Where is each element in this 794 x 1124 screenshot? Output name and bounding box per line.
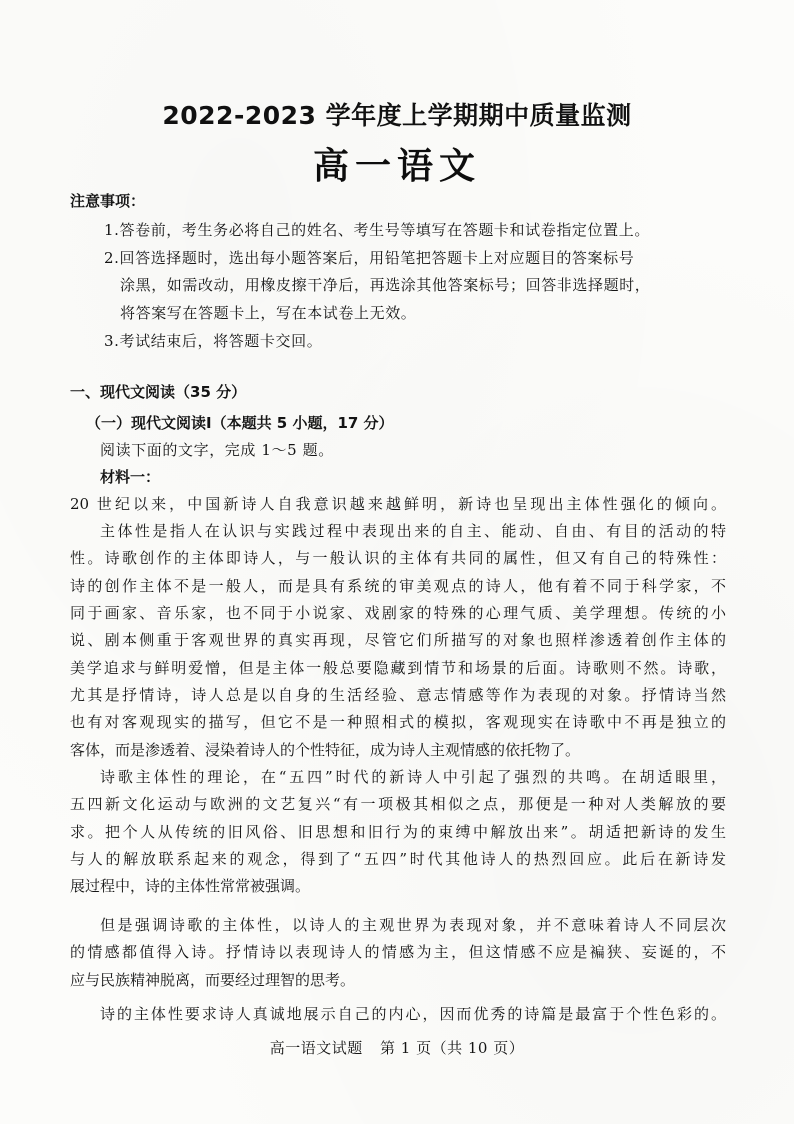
body-line: 也有对客观现实的描写，但它不是一种照相式的模拟，客观现实在诗歌中不再是独立的 <box>70 713 726 731</box>
body-line: 美学追求与鲜明爱憎，但是主体一般总要隐藏到情节和场景的后面。诗歌则不然。诗歌， <box>70 659 726 677</box>
body-line: 但是强调诗歌的主体性，以诗人的主观世界为表现对象，并不意味着诗人不同层次 <box>100 916 726 934</box>
notice-item-2-cont-1: 涂黑，如需改动，用橡皮擦干净后，再选涂其他答案标号；回答非选择题时， <box>120 276 651 294</box>
body-line: 说、剧本侧重于客观世界的真实再现，尽管它们所描写的对象也照样渗透着创作主体的 <box>70 631 726 649</box>
body-line: 应与民族精神脱离，而要经过理智的思考。 <box>70 971 356 989</box>
exam-title: 2022-2023 学年度上学期期中质量监测 <box>162 101 632 130</box>
body-line: 求。把个人从传统的旧风俗、旧思想和旧行为的束缚中解放出来”。胡适把新诗的发生 <box>70 823 726 841</box>
body-line: 的情感都值得入诗。抒情诗以表现诗人的情感为主，但这情感不应是褊狭、妄诞的，不 <box>70 943 726 961</box>
body-line: 主体性是指人在认识与实践过程中表现出来的自主、能动、自由、有目的活动的特 <box>100 522 726 540</box>
notice-item-3: 3.考试结束后，将答题卡交回。 <box>104 332 323 350</box>
body-line: 同于画家、音乐家，也不同于小说家、戏剧家的特殊的心理气质、美学理想。传统的小 <box>70 604 726 622</box>
body-line: 性。诗歌创作的主体即诗人，与一般认识的主体有共同的属性，但又有自己的特殊性： <box>70 549 726 567</box>
subsection-heading: （一）现代文阅读Ⅰ（本题共 5 小题，17 分） <box>86 414 394 432</box>
body-line: 客体，而是渗透着、浸染着诗人的个性特征，成为诗人主观情感的依托物了。 <box>70 741 581 759</box>
footer-page-number: 第 1 页（共 10 页） <box>380 1039 525 1057</box>
page-footer <box>0 1037 794 1058</box>
notice-heading: 注意事项： <box>70 192 146 210</box>
material-label: 材料一： <box>100 468 161 486</box>
footer-course: 高一语文试题 <box>269 1039 363 1057</box>
body-line: 展过程中，诗的主体性常常被强调。 <box>70 877 311 895</box>
body-line: 诗的创作主体不是一般人，而是具有系统的审美观点的诗人，他有着不同于科学家，不 <box>70 577 726 595</box>
subject-title: 高一语文 <box>312 146 481 187</box>
reading-instruction: 阅读下面的文字，完成 1～5 题。 <box>100 441 334 459</box>
body-line: 与人的解放联系起来的观念，得到了“五四”时代其他诗人的热烈回应。此后在新诗发 <box>70 850 726 868</box>
section-heading: 一、现代文阅读（35 分） <box>70 383 247 401</box>
notice-item-2-cont-2: 将答案写在答题卡上，写在本试卷上无效。 <box>120 304 417 322</box>
body-line: 诗歌主体性的理论，在“五四”时代的新诗人中引起了强烈的共鸣。在胡适眼里， <box>100 768 726 786</box>
body-line: 五四新文化运动与欧洲的文艺复兴“有一项极其相似之点，那便是一种对人类解放的要 <box>70 795 726 813</box>
notice-item-2: 2.回答选择题时，选出每小题答案后，用铅笔把答题卡上对应题目的答案标号 <box>104 249 635 267</box>
body-line: 尤其是抒情诗，诗人总是以自身的生活经验、意志情感等作为表现的对象。抒情诗当然 <box>70 686 726 704</box>
body-line: 20 世纪以来，中国新诗人自我意识越来越鲜明，新诗也呈现出主体性强化的倾向。 <box>70 495 726 513</box>
body-line: 诗的主体性要求诗人真诚地展示自己的内心，因而优秀的诗篇是最富于个性色彩的。 <box>100 1005 726 1023</box>
notice-item-1: 1.答卷前，考生务必将自己的姓名、考生号等填写在答题卡和试卷指定位置上。 <box>104 221 650 239</box>
